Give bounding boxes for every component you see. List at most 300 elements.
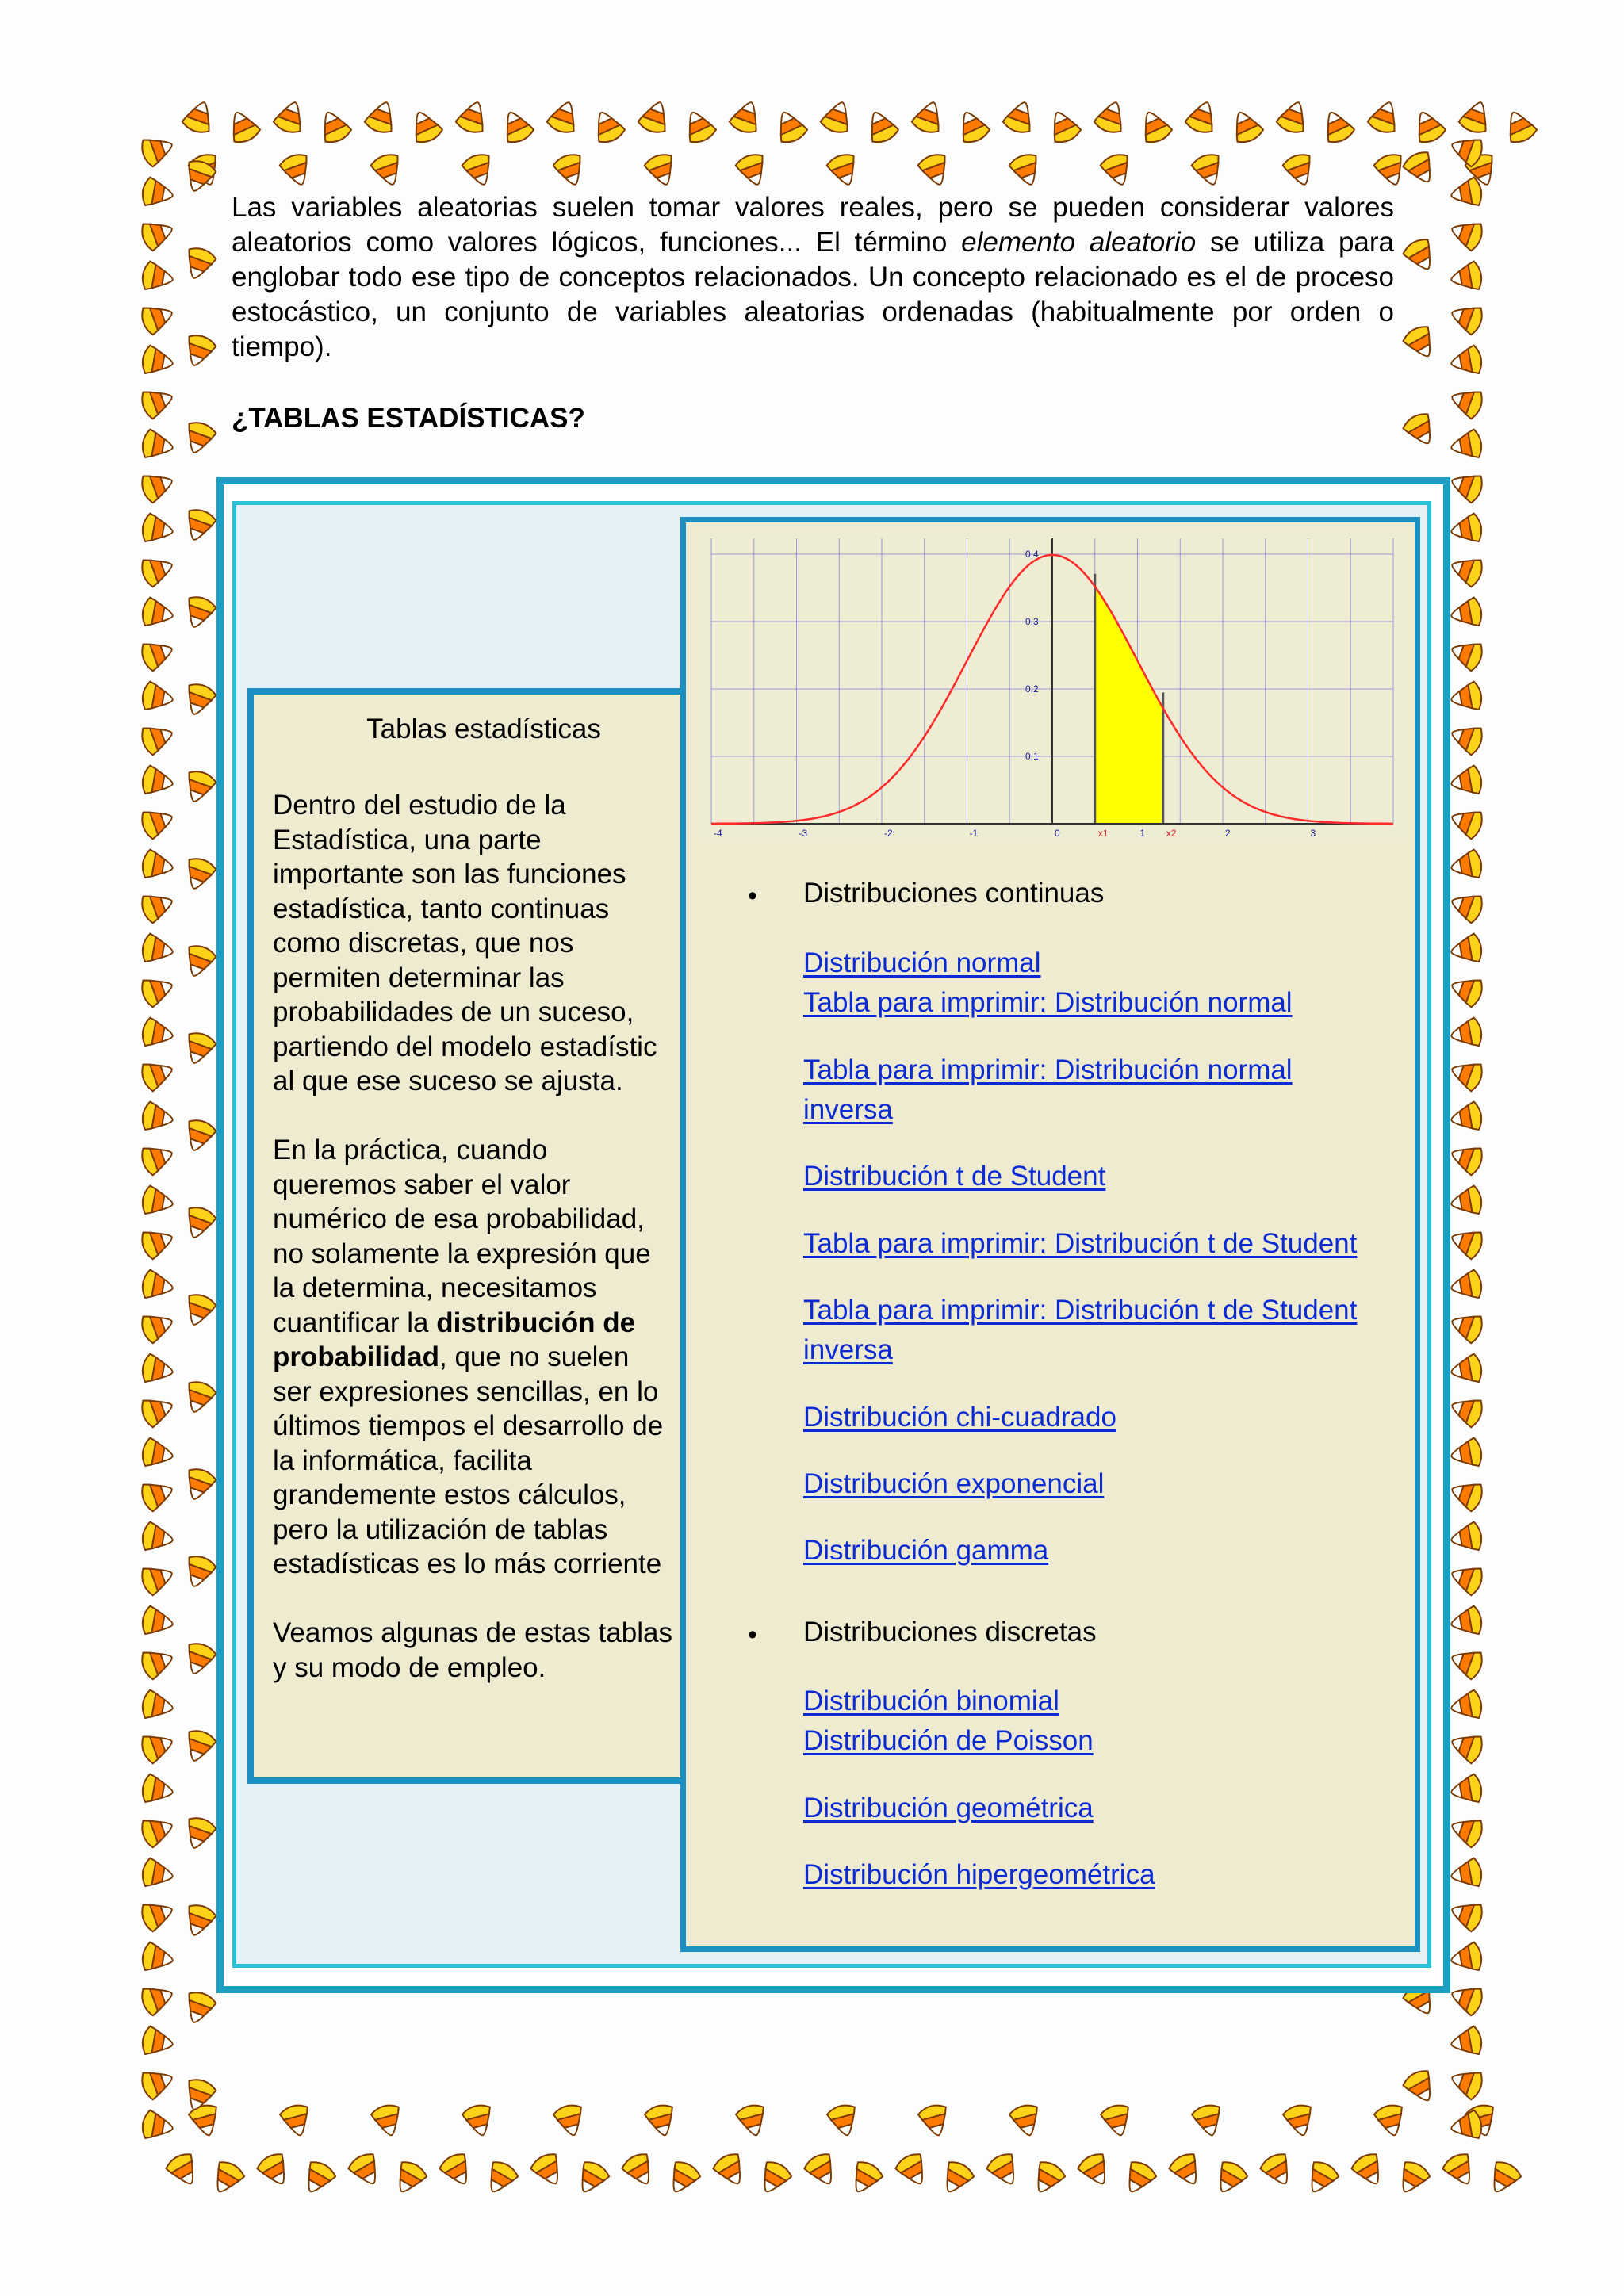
candy-corn-icon bbox=[710, 2150, 750, 2191]
candy-corn-icon bbox=[917, 2103, 952, 2139]
tablas-title: Tablas estadísticas bbox=[366, 714, 601, 744]
chart-x-tick-label: 2 bbox=[1225, 828, 1231, 839]
candy-corn-icon bbox=[139, 552, 177, 589]
candy-corn-icon bbox=[1349, 2150, 1388, 2191]
candy-corn-icon bbox=[1373, 2103, 1408, 2139]
candy-corn-part bbox=[162, 1448, 174, 1464]
candy-corn-icon bbox=[163, 2150, 203, 2191]
candy-corn-icon bbox=[363, 98, 400, 136]
candy-corn-icon bbox=[825, 151, 863, 189]
candy-corn-icon bbox=[1449, 1773, 1484, 1806]
candy-corn-icon bbox=[1449, 428, 1484, 461]
candy-corn-icon bbox=[1373, 151, 1410, 189]
candy-corn-icon bbox=[1275, 98, 1312, 136]
candy-corn-icon bbox=[139, 1224, 177, 1261]
candy-corn-icon bbox=[181, 419, 218, 457]
candy-corn-icon bbox=[1447, 1728, 1485, 1766]
candy-corn-icon bbox=[139, 1812, 177, 1850]
candy-corn-icon bbox=[572, 2158, 611, 2198]
candy-corn-icon bbox=[1447, 468, 1485, 505]
link-distribucion-exponencial[interactable]: Distribución exponencial bbox=[803, 1468, 1105, 1499]
candy-corn-part bbox=[162, 355, 174, 371]
candy-corn-icon bbox=[181, 1466, 218, 1504]
candy-corn-icon bbox=[637, 98, 674, 136]
candy-corn-icon bbox=[1447, 1140, 1485, 1177]
candy-corn-icon bbox=[845, 2158, 885, 2198]
candy-corn-icon bbox=[1002, 98, 1039, 136]
candy-corn-icon bbox=[140, 428, 175, 461]
candy-corn-icon bbox=[139, 972, 177, 1009]
candy-corn-icon bbox=[528, 2150, 568, 2191]
candy-corn-part bbox=[1450, 1364, 1462, 1380]
candy-corn-icon bbox=[207, 2158, 247, 2198]
candy-corn-icon bbox=[315, 106, 354, 146]
candy-corn-icon bbox=[1258, 2150, 1297, 2191]
candy-corn-icon bbox=[1447, 1392, 1485, 1429]
candy-corn-part bbox=[1450, 1700, 1462, 1716]
candy-corn-part bbox=[162, 1952, 174, 1968]
candy-corn-part bbox=[1450, 187, 1462, 203]
tablas-text-box bbox=[247, 688, 723, 1784]
link-tabla-t-student[interactable]: Tabla para imprimir: Distribución t de Student bbox=[803, 1228, 1358, 1259]
candy-corn-icon bbox=[1447, 888, 1485, 925]
link-distribucion-chi-cuadrado[interactable]: Distribución chi-cuadrado bbox=[803, 1402, 1116, 1433]
candy-corn-icon bbox=[140, 1353, 175, 1386]
candy-corn-icon bbox=[1449, 764, 1484, 798]
candy-corn-icon bbox=[1447, 1308, 1485, 1345]
candy-corn-icon bbox=[181, 1292, 218, 1330]
candy-corn-icon bbox=[437, 2150, 477, 2191]
candy-corn-icon bbox=[481, 2158, 520, 2198]
chart-x-tick-label: 3 bbox=[1310, 828, 1316, 839]
tablas-paragraph-2b: , que no suelen ser expresiones sencillas, en lo últimos tiempos el desarrollo de la informática, facilita grandemente estos cálculos, pero la utilización de tablas estadísticas es lo más corriente bbox=[273, 1341, 664, 1579]
tablas-paragraph-2-bold: distribución de probabilidad bbox=[273, 1307, 636, 1372]
candy-corn-icon bbox=[1447, 216, 1485, 253]
intro-text-2: se utiliza para englobar todo ese tipo de conceptos relacionados. Un concepto relacionado es el de proceso estocástico, un conjunto de variables aleatorias ordenadas (habitualmente por orden o tiempo). bbox=[232, 227, 1395, 362]
candy-corn-icon bbox=[139, 888, 177, 925]
candy-corn-icon bbox=[588, 106, 627, 146]
candy-corn-part bbox=[1450, 1868, 1462, 1884]
candy-corn-part bbox=[1450, 1616, 1462, 1632]
candy-corn-icon bbox=[1044, 106, 1083, 146]
candy-corn-icon bbox=[1447, 2064, 1485, 2102]
candy-corn-part bbox=[162, 1196, 174, 1211]
candy-corn-icon bbox=[802, 2150, 841, 2191]
candy-corn-icon bbox=[139, 216, 177, 253]
candy-corn-icon bbox=[734, 151, 772, 189]
candy-corn-part bbox=[1450, 691, 1462, 707]
candy-corn-icon bbox=[139, 1560, 177, 1598]
candy-corn-icon bbox=[1318, 106, 1357, 146]
candy-corn-icon bbox=[1449, 344, 1484, 377]
candy-corn-icon bbox=[1008, 151, 1045, 189]
candy-corn-icon bbox=[139, 720, 177, 757]
candy-corn-icon bbox=[1449, 1689, 1484, 1722]
candy-corn-icon bbox=[1449, 1857, 1484, 1890]
candy-corn-icon bbox=[181, 1640, 218, 1678]
link-tabla-t-student-inversa-cont[interactable]: inversa bbox=[803, 1334, 893, 1365]
candy-corn-icon bbox=[181, 245, 218, 283]
candy-corn-icon bbox=[140, 1689, 175, 1722]
candy-corn-icon bbox=[139, 300, 177, 337]
candy-corn-icon bbox=[1449, 1353, 1484, 1386]
candy-corn-icon bbox=[497, 106, 536, 146]
candy-corn-part bbox=[1450, 1532, 1462, 1548]
link-distribucion-geometrica[interactable]: Distribución geométrica bbox=[803, 1793, 1094, 1823]
candy-corn-icon bbox=[140, 1437, 175, 1470]
candy-corn-icon bbox=[181, 1815, 218, 1853]
tablas-paragraph-1: Dentro del estudio de la Estadística, una parte importante son las funciones estadística, tanto continuas como discretas, que nos permiten determinar las probabilidades de un suceso, partiendo del modelo estadístic al que ese suceso se ajusta. bbox=[273, 790, 657, 1096]
candy-corn-icon bbox=[1449, 1521, 1484, 1554]
candy-corn-icon bbox=[139, 132, 177, 169]
candy-corn-icon bbox=[139, 1980, 177, 2018]
candy-corn-icon bbox=[1447, 720, 1485, 757]
candy-corn-icon bbox=[181, 768, 218, 806]
candy-corn-icon bbox=[1449, 176, 1484, 209]
candy-corn-icon bbox=[1449, 680, 1484, 714]
candy-corn-icon bbox=[181, 1553, 218, 1591]
candy-corn-part bbox=[162, 1027, 174, 1043]
candy-corn-part bbox=[162, 2120, 174, 2136]
candy-corn-icon bbox=[1447, 804, 1485, 841]
candy-corn-part bbox=[1450, 1027, 1462, 1043]
candy-corn-icon bbox=[1449, 932, 1484, 966]
candy-corn-icon bbox=[1447, 1560, 1485, 1598]
candy-corn-icon bbox=[1447, 1224, 1485, 1261]
candy-corn-icon bbox=[893, 2150, 933, 2191]
link-distribucion-poisson[interactable]: Distribución de Poisson bbox=[803, 1725, 1094, 1756]
candy-corn-icon bbox=[1190, 2103, 1226, 2139]
tablas-paragraph-3: Veamos algunas de estas tablas y su modo de empleo. bbox=[273, 1617, 672, 1683]
link-distribucion-gamma[interactable]: Distribución gamma bbox=[803, 1535, 1049, 1566]
candy-corn-icon bbox=[1190, 151, 1228, 189]
candy-corn-icon bbox=[910, 98, 948, 136]
candy-corn-icon bbox=[278, 2103, 314, 2139]
candy-corn-part bbox=[162, 187, 174, 203]
link-tabla-normal-inversa-cont[interactable]: inversa bbox=[803, 1094, 893, 1125]
candy-corn-icon bbox=[1400, 410, 1440, 450]
chart-y-tick-label: 0,3 bbox=[1025, 616, 1039, 627]
candy-corn-icon bbox=[181, 1989, 218, 2027]
candy-corn-icon bbox=[139, 384, 177, 421]
candy-corn-icon bbox=[1449, 1605, 1484, 1638]
candy-corn-part bbox=[1450, 1280, 1462, 1295]
candy-corn-icon bbox=[1400, 235, 1440, 276]
candy-corn-icon bbox=[139, 1392, 177, 1429]
candy-corn-icon bbox=[619, 2150, 659, 2191]
candy-corn-icon bbox=[546, 98, 583, 136]
intro-paragraph bbox=[232, 190, 1394, 365]
candy-corn-icon bbox=[139, 1056, 177, 1093]
candy-corn-icon bbox=[140, 596, 175, 629]
candy-corn-icon bbox=[734, 2103, 770, 2139]
candy-corn-icon bbox=[140, 1773, 175, 1806]
candy-corn-icon bbox=[181, 1728, 218, 1766]
candy-corn-icon bbox=[1281, 2103, 1317, 2139]
candy-corn-icon bbox=[140, 1100, 175, 1134]
candy-corn-icon bbox=[1500, 106, 1539, 146]
candy-corn-icon bbox=[1447, 972, 1485, 1009]
candy-corn-icon bbox=[1449, 848, 1484, 882]
candy-corn-icon bbox=[181, 507, 218, 545]
candy-corn-icon bbox=[1447, 1476, 1485, 1513]
candy-corn-part bbox=[1450, 1784, 1462, 1800]
candy-corn-icon bbox=[1449, 2025, 1484, 2058]
candy-corn-icon bbox=[936, 2158, 976, 2198]
bullet-discrete: • bbox=[748, 1620, 757, 1650]
candy-corn-icon bbox=[1227, 106, 1266, 146]
candy-corn-icon bbox=[181, 943, 218, 981]
link-distribucion-t-student[interactable]: Distribución t de Student bbox=[803, 1161, 1106, 1192]
candy-corn-icon bbox=[1447, 1812, 1485, 1850]
candy-corn-icon bbox=[819, 98, 856, 136]
candy-corn-part bbox=[162, 1280, 174, 1295]
candy-corn-part bbox=[1450, 1112, 1462, 1127]
candy-corn-icon bbox=[1449, 596, 1484, 629]
distributions-box bbox=[680, 517, 1420, 1952]
candy-corn-icon bbox=[139, 468, 177, 505]
candy-corn-icon bbox=[181, 594, 218, 632]
candy-corn-icon bbox=[1447, 1644, 1485, 1682]
candy-corn-icon bbox=[1008, 2103, 1044, 2139]
candy-corn-part bbox=[1450, 2120, 1462, 2136]
candy-corn-icon bbox=[181, 681, 218, 719]
candy-corn-part bbox=[1450, 2036, 1462, 2052]
candy-corn-icon bbox=[370, 2103, 405, 2139]
candy-corn-icon bbox=[181, 332, 218, 370]
candy-corn-icon bbox=[552, 2103, 588, 2139]
candy-corn-icon bbox=[181, 855, 218, 894]
candy-corn-part bbox=[1450, 355, 1462, 371]
candy-corn-icon bbox=[140, 932, 175, 966]
candy-corn-icon bbox=[1301, 2158, 1341, 2198]
candy-corn-icon bbox=[139, 636, 177, 673]
candy-corn-icon bbox=[1440, 2150, 1480, 2191]
candy-corn-part bbox=[1450, 775, 1462, 791]
candy-corn-icon bbox=[140, 260, 175, 293]
candy-corn-part bbox=[1450, 439, 1462, 455]
candy-corn-icon bbox=[272, 98, 309, 136]
candy-corn-icon bbox=[346, 2150, 385, 2191]
candy-corn-icon bbox=[862, 106, 901, 146]
candy-corn-part bbox=[162, 1616, 174, 1632]
link-distribucion-hipergeometrica[interactable]: Distribución hipergeométrica bbox=[803, 1859, 1155, 1890]
chart-x1-label: x1 bbox=[1097, 828, 1109, 839]
candy-corn-icon bbox=[1449, 1269, 1484, 1302]
candy-corn-icon bbox=[1449, 512, 1484, 545]
candy-corn-part bbox=[162, 775, 174, 791]
candy-corn-icon bbox=[406, 106, 445, 146]
candy-corn-icon bbox=[1166, 2150, 1206, 2191]
link-distribucion-binomial[interactable]: Distribución binomial bbox=[803, 1686, 1059, 1716]
candy-corn-icon bbox=[1400, 323, 1440, 363]
candy-corn-icon bbox=[1447, 552, 1485, 589]
candy-corn-icon bbox=[140, 1857, 175, 1890]
candy-corn-icon bbox=[1447, 300, 1485, 337]
chart-x-tick-label: -3 bbox=[799, 828, 808, 839]
candy-corn-icon bbox=[140, 1605, 175, 1638]
link-tabla-t-student-inversa[interactable]: Tabla para imprimir: Distribución t de Student bbox=[803, 1295, 1358, 1326]
candy-corn-icon bbox=[1210, 2158, 1250, 2198]
candy-corn-part bbox=[162, 859, 174, 875]
candy-corn-icon bbox=[1099, 2103, 1135, 2139]
candy-corn-icon bbox=[461, 151, 498, 189]
candy-corn-part bbox=[1450, 859, 1462, 875]
candy-corn-icon bbox=[1447, 636, 1485, 673]
candy-corn-part bbox=[162, 1868, 174, 1884]
candy-corn-icon bbox=[728, 98, 765, 136]
candy-corn-part bbox=[1450, 271, 1462, 287]
candy-corn-icon bbox=[1449, 260, 1484, 293]
chart-x-tick-label: 1 bbox=[1139, 828, 1146, 839]
candy-corn-icon bbox=[139, 1896, 177, 1934]
candy-corn-icon bbox=[140, 764, 175, 798]
candy-corn-part bbox=[162, 943, 174, 959]
candy-corn-part bbox=[162, 523, 174, 539]
candy-corn-icon bbox=[140, 344, 175, 377]
candy-corn-icon bbox=[1449, 1437, 1484, 1470]
candy-corn-icon bbox=[278, 151, 316, 189]
candy-corn-icon bbox=[181, 1204, 218, 1242]
candy-corn-icon bbox=[140, 1521, 175, 1554]
candy-corn-icon bbox=[181, 98, 218, 136]
candy-corn-icon bbox=[140, 512, 175, 545]
candy-corn-icon bbox=[140, 1016, 175, 1050]
candy-corn-icon bbox=[139, 1644, 177, 1682]
candy-corn-icon bbox=[1447, 384, 1485, 421]
candy-corn-icon bbox=[643, 2103, 679, 2139]
candy-corn-icon bbox=[680, 106, 718, 146]
intro-italic-term: elemento aleatorio bbox=[961, 227, 1197, 258]
candy-corn-icon bbox=[1449, 1100, 1484, 1134]
candy-corn-part bbox=[1450, 523, 1462, 539]
chart-y-tick-label: 0,4 bbox=[1025, 549, 1039, 560]
candy-corn-part bbox=[1450, 943, 1462, 959]
tablas-body bbox=[273, 788, 723, 1685]
candy-corn-part bbox=[162, 691, 174, 707]
candy-corn-icon bbox=[140, 2109, 175, 2142]
intro-text-1: Las variables aleatorias suelen tomar valores reales, pero se pueden considerar valores aleatorios como valores lógicos, funciones... El término bbox=[232, 192, 1394, 258]
link-distribucion-normal[interactable]: Distribución normal bbox=[803, 947, 1041, 978]
candy-corn-part bbox=[162, 439, 174, 455]
link-tabla-normal[interactable]: Tabla para imprimir: Distribución normal bbox=[803, 987, 1293, 1018]
candy-corn-icon bbox=[181, 1117, 218, 1155]
chart-y-tick-label: 0,2 bbox=[1025, 683, 1039, 695]
candy-corn-icon bbox=[140, 1269, 175, 1302]
link-tabla-normal-inversa[interactable]: Tabla para imprimir: Distribución normal bbox=[803, 1054, 1293, 1085]
candy-corn-icon bbox=[298, 2158, 338, 2198]
candy-corn-icon bbox=[663, 2158, 703, 2198]
candy-corn-icon bbox=[255, 2150, 294, 2191]
candy-corn-icon bbox=[1093, 98, 1130, 136]
candy-corn-icon bbox=[224, 106, 262, 146]
candy-corn-icon bbox=[1449, 1016, 1484, 1050]
candy-corn-icon bbox=[1447, 1980, 1485, 2018]
candy-corn-part bbox=[162, 1532, 174, 1548]
candy-corn-icon bbox=[754, 2158, 794, 2198]
candy-corn-icon bbox=[181, 1030, 218, 1068]
candy-corn-icon bbox=[1400, 2067, 1440, 2107]
candy-corn-icon bbox=[1409, 106, 1448, 146]
candy-corn-icon bbox=[181, 1902, 218, 1940]
candy-corn-part bbox=[162, 2036, 174, 2052]
candy-corn-icon bbox=[825, 2103, 861, 2139]
chart-x-tick-label: -2 bbox=[884, 828, 893, 839]
candy-corn-icon bbox=[953, 106, 992, 146]
chart-x-tick-label: -1 bbox=[969, 828, 979, 839]
candy-corn-icon bbox=[1099, 151, 1136, 189]
chart-x-tick-label: 0 bbox=[1055, 828, 1060, 839]
discrete-title: Distribuciones discretas bbox=[803, 1617, 1097, 1647]
candy-corn-part bbox=[162, 271, 174, 287]
candy-corn-part bbox=[162, 1784, 174, 1800]
candy-corn-icon bbox=[140, 848, 175, 882]
candy-corn-icon bbox=[552, 151, 589, 189]
candy-corn-icon bbox=[140, 680, 175, 714]
candy-corn-icon bbox=[1136, 106, 1174, 146]
candy-corn-icon bbox=[1366, 98, 1404, 136]
candy-corn-icon bbox=[1447, 1896, 1485, 1934]
chart-x2-label: x2 bbox=[1166, 828, 1177, 839]
candy-corn-icon bbox=[140, 1184, 175, 1218]
section-heading: ¿TABLAS ESTADÍSTICAS? bbox=[232, 403, 585, 434]
candy-corn-icon bbox=[139, 1728, 177, 1766]
candy-corn-icon bbox=[771, 106, 810, 146]
candy-corn-icon bbox=[389, 2158, 429, 2198]
candy-corn-icon bbox=[1119, 2158, 1159, 2198]
candy-corn-icon bbox=[1449, 1184, 1484, 1218]
candy-corn-icon bbox=[454, 98, 492, 136]
chart-x-tick-label: -4 bbox=[714, 828, 722, 839]
candy-corn-part bbox=[1450, 1448, 1462, 1464]
candy-corn-part bbox=[1450, 1196, 1462, 1211]
candy-corn-icon bbox=[917, 151, 954, 189]
candy-corn-icon bbox=[1484, 2158, 1523, 2198]
candy-corn-icon bbox=[1447, 1056, 1485, 1093]
candy-corn-icon bbox=[1457, 98, 1495, 136]
bullet-continuous: • bbox=[748, 881, 757, 911]
candy-corn-icon bbox=[140, 2025, 175, 2058]
candy-corn-part bbox=[162, 1364, 174, 1380]
normal-distribution-chart bbox=[695, 530, 1409, 840]
candy-corn-part bbox=[162, 1112, 174, 1127]
candy-corn-icon bbox=[984, 2150, 1024, 2191]
chart-y-tick-label: 0,1 bbox=[1025, 751, 1039, 762]
candy-corn-part bbox=[162, 607, 174, 623]
candy-corn-icon bbox=[139, 1140, 177, 1177]
candy-corn-icon bbox=[140, 176, 175, 209]
candy-corn-icon bbox=[643, 151, 680, 189]
candy-corn-icon bbox=[139, 2064, 177, 2102]
candy-corn-icon bbox=[140, 1941, 175, 1974]
candy-corn-icon bbox=[181, 1379, 218, 1417]
tablas-paragraph-2a: En la práctica, cuando queremos saber el valor numérico de esa probabilidad, no solamente la expresión que la determina, necesitamos cuantificar la bbox=[273, 1135, 651, 1338]
candy-corn-icon bbox=[139, 1476, 177, 1513]
candy-corn-icon bbox=[461, 2103, 496, 2139]
candy-corn-icon bbox=[139, 1308, 177, 1345]
candy-corn-icon bbox=[1184, 98, 1221, 136]
candy-corn-icon bbox=[1392, 2158, 1432, 2198]
candy-corn-icon bbox=[1400, 148, 1440, 189]
continuous-title: Distribuciones continuas bbox=[803, 878, 1105, 909]
candy-corn-icon bbox=[1281, 151, 1319, 189]
candy-corn-icon bbox=[1075, 2150, 1115, 2191]
candy-corn-part bbox=[1450, 607, 1462, 623]
candy-corn-icon bbox=[1449, 1941, 1484, 1974]
candy-corn-icon bbox=[139, 804, 177, 841]
candy-corn-icon bbox=[1028, 2158, 1067, 2198]
candy-corn-part bbox=[1450, 1952, 1462, 1968]
